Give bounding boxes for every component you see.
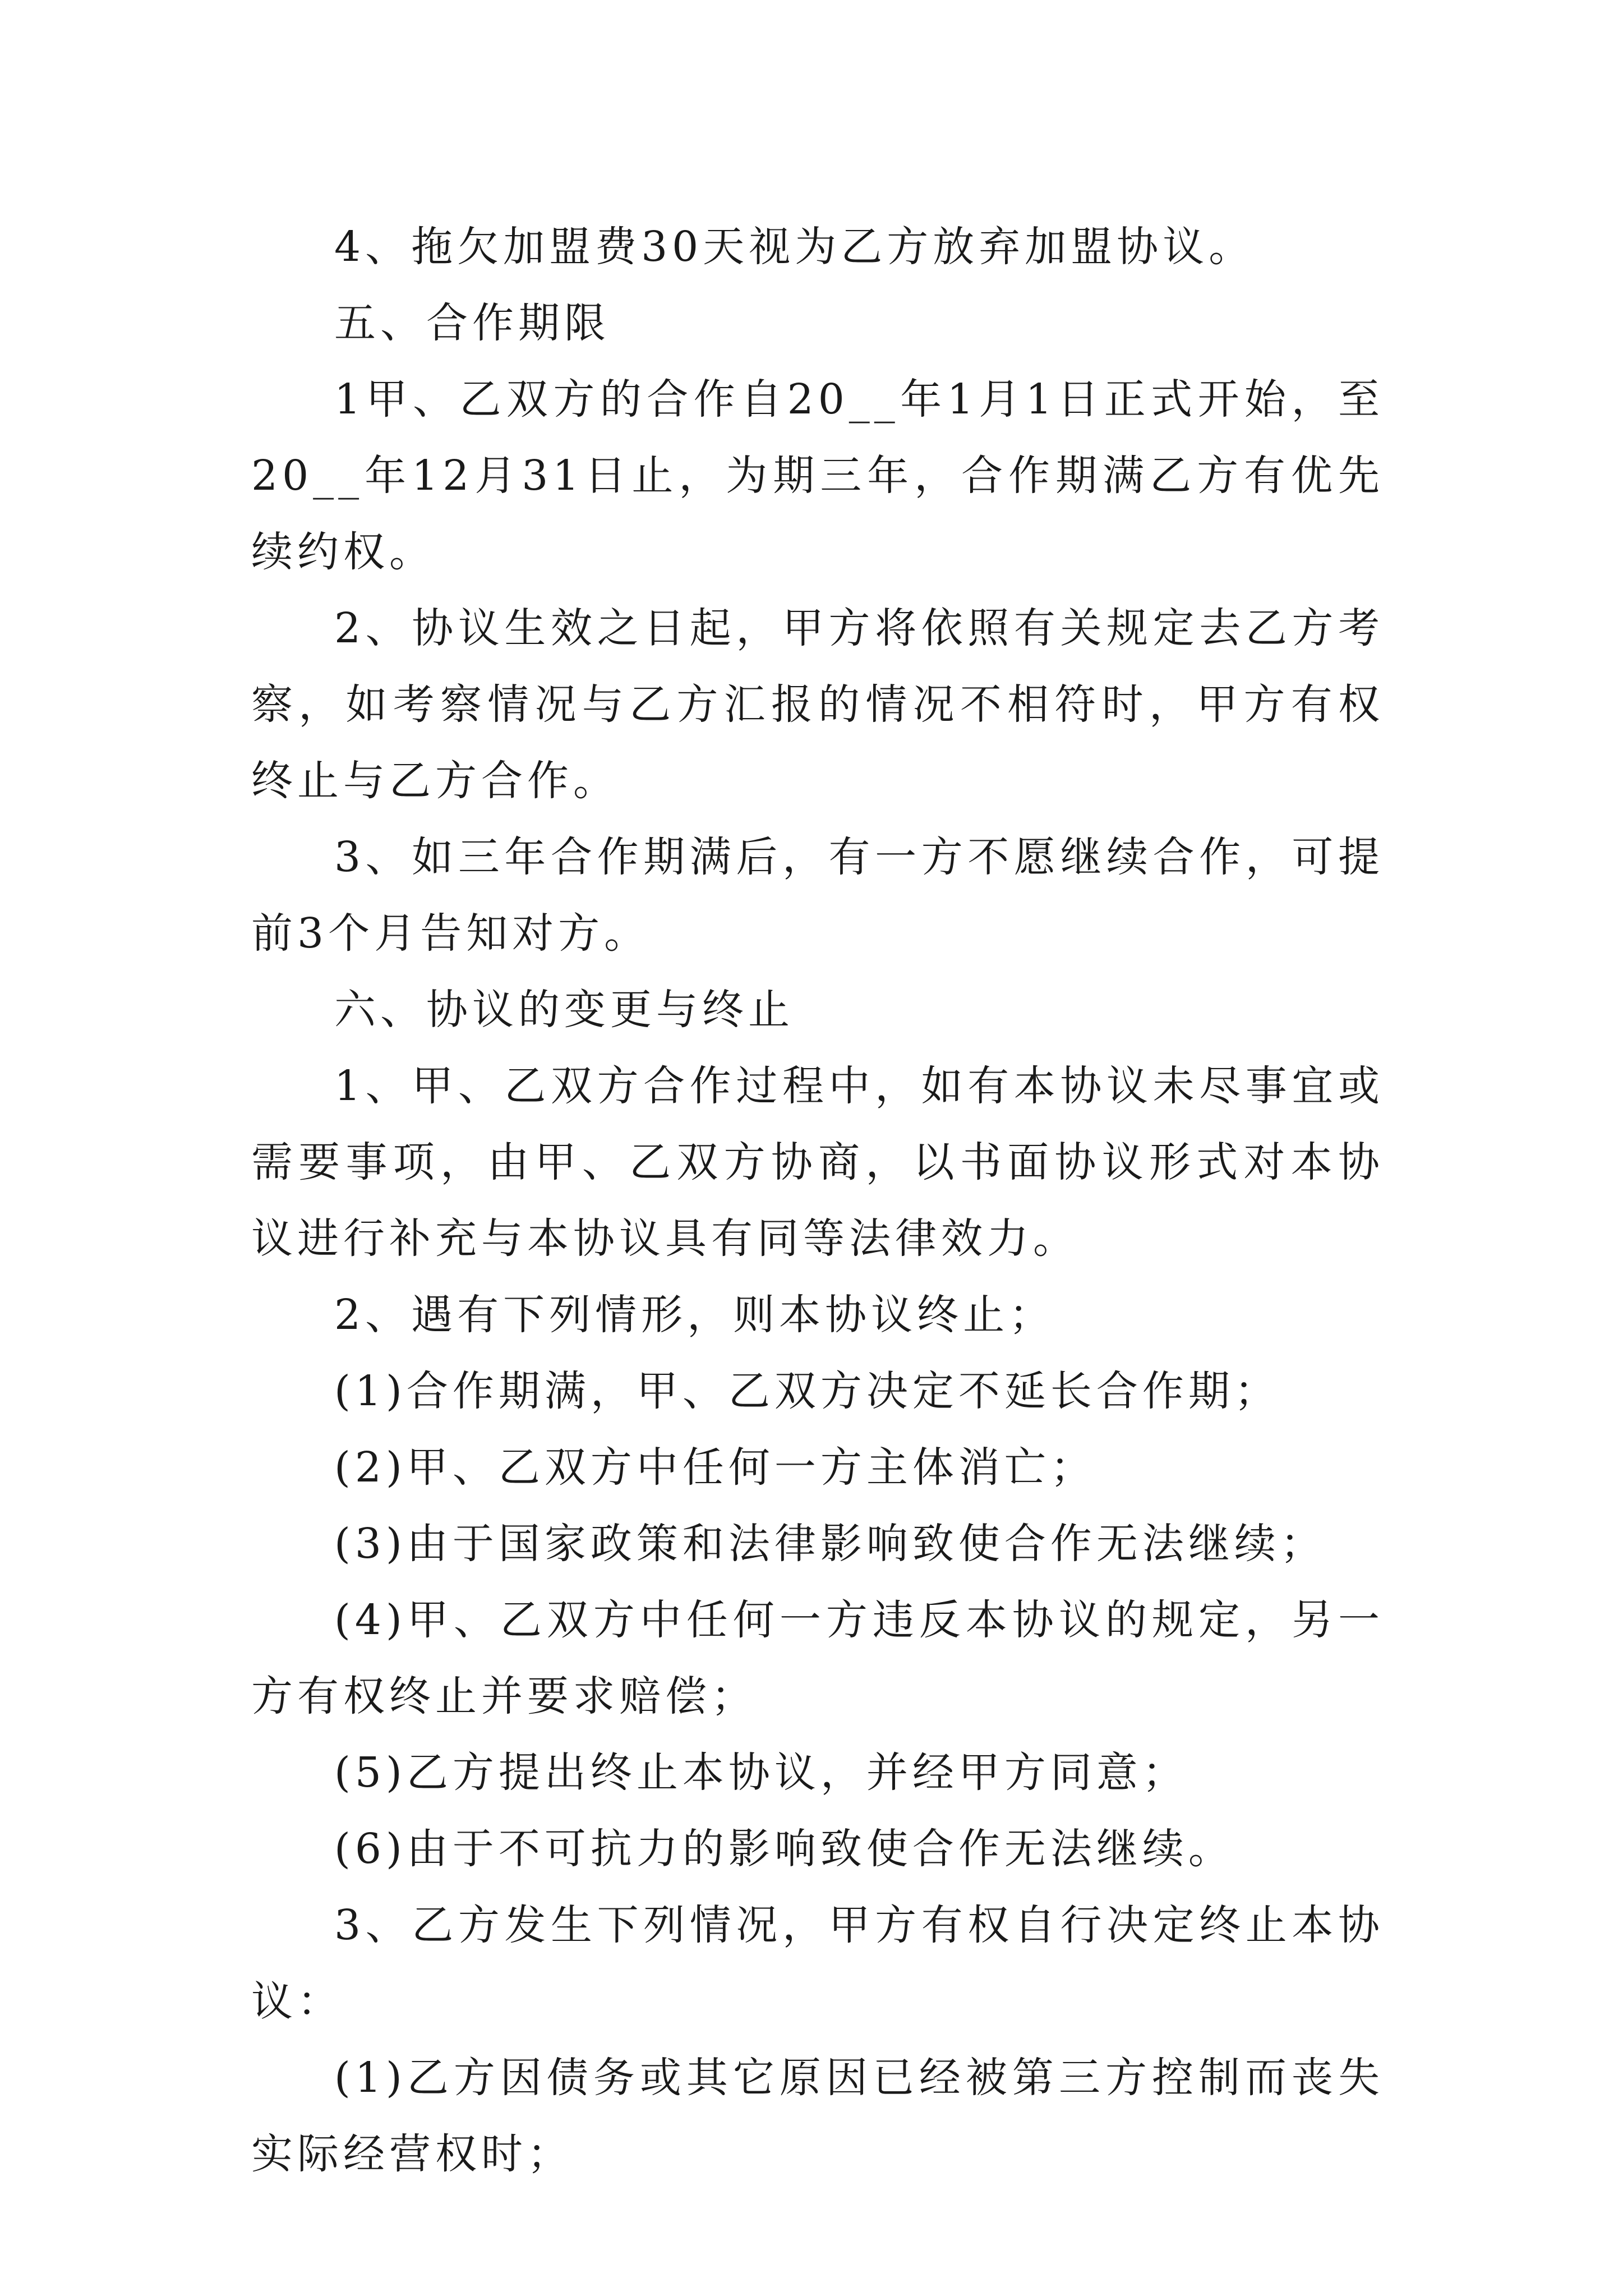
list-item-termination-1: (1)合作期满，甲、乙双方决定不延长合作期； (334, 1367, 1280, 1415)
list-item-termination-5: (5)乙方提出终止本协议，并经甲方同意； (334, 1749, 1188, 1797)
list-item-termination-6: (6)由于不可抗力的影响致使合作无法继续。 (334, 1825, 1234, 1873)
document-body (251, 209, 1384, 2192)
paragraph-advance-notice: 3、如三年合作期满后，有一方不愿继续合作，可提前3个月告知对方。 (251, 833, 1384, 958)
heading-cooperation-period: 五、合作期限 (334, 299, 610, 347)
list-item-termination-4: (4)甲、乙双方中任何一方违反本协议的规定，另一方有权终止并要求赔偿； (251, 1596, 1384, 1720)
heading-change-and-termination: 六、协议的变更与终止 (334, 986, 794, 1034)
paragraph-inspection: 2、协议生效之日起，甲方将依照有关规定去乙方考察，如考察情况与乙方汇报的情况不相符时，甲方有权终止与乙方合作。 (251, 604, 1384, 805)
paragraph-termination-cases: 2、遇有下列情形，则本协议终止； (334, 1291, 1055, 1339)
list-item-termination-2: (2)甲、乙双方中任何一方主体消亡； (334, 1443, 1096, 1492)
paragraph-supplement: 1、甲、乙双方合作过程中，如有本协议未尽事宜或需要事项，由甲、乙双方协商，以书面协议形式对本协议进行补充与本协议具有同等法律效力。 (251, 1062, 1384, 1263)
list-item-party-b-1: (1)乙方因债务或其它原因已经被第三方控制而丧失实际经营权时； (251, 2054, 1384, 2178)
paragraph-party-b-situations: 3、乙方发生下列情况，甲方有权自行决定终止本协议： (251, 1901, 1384, 2026)
list-item-termination-3: (3)由于国家政策和法律影响致使合作无法继续； (334, 1520, 1326, 1568)
paragraph-cooperation-term: 1甲、乙双方的合作自20__年1月1日正式开始，至20__年12月31日止，为期三年，合作期满乙方有优先续约权。 (251, 375, 1384, 576)
paragraph-franchise-fee-arrears: 4、拖欠加盟费30天视为乙方放弃加盟协议。 (334, 223, 1255, 271)
